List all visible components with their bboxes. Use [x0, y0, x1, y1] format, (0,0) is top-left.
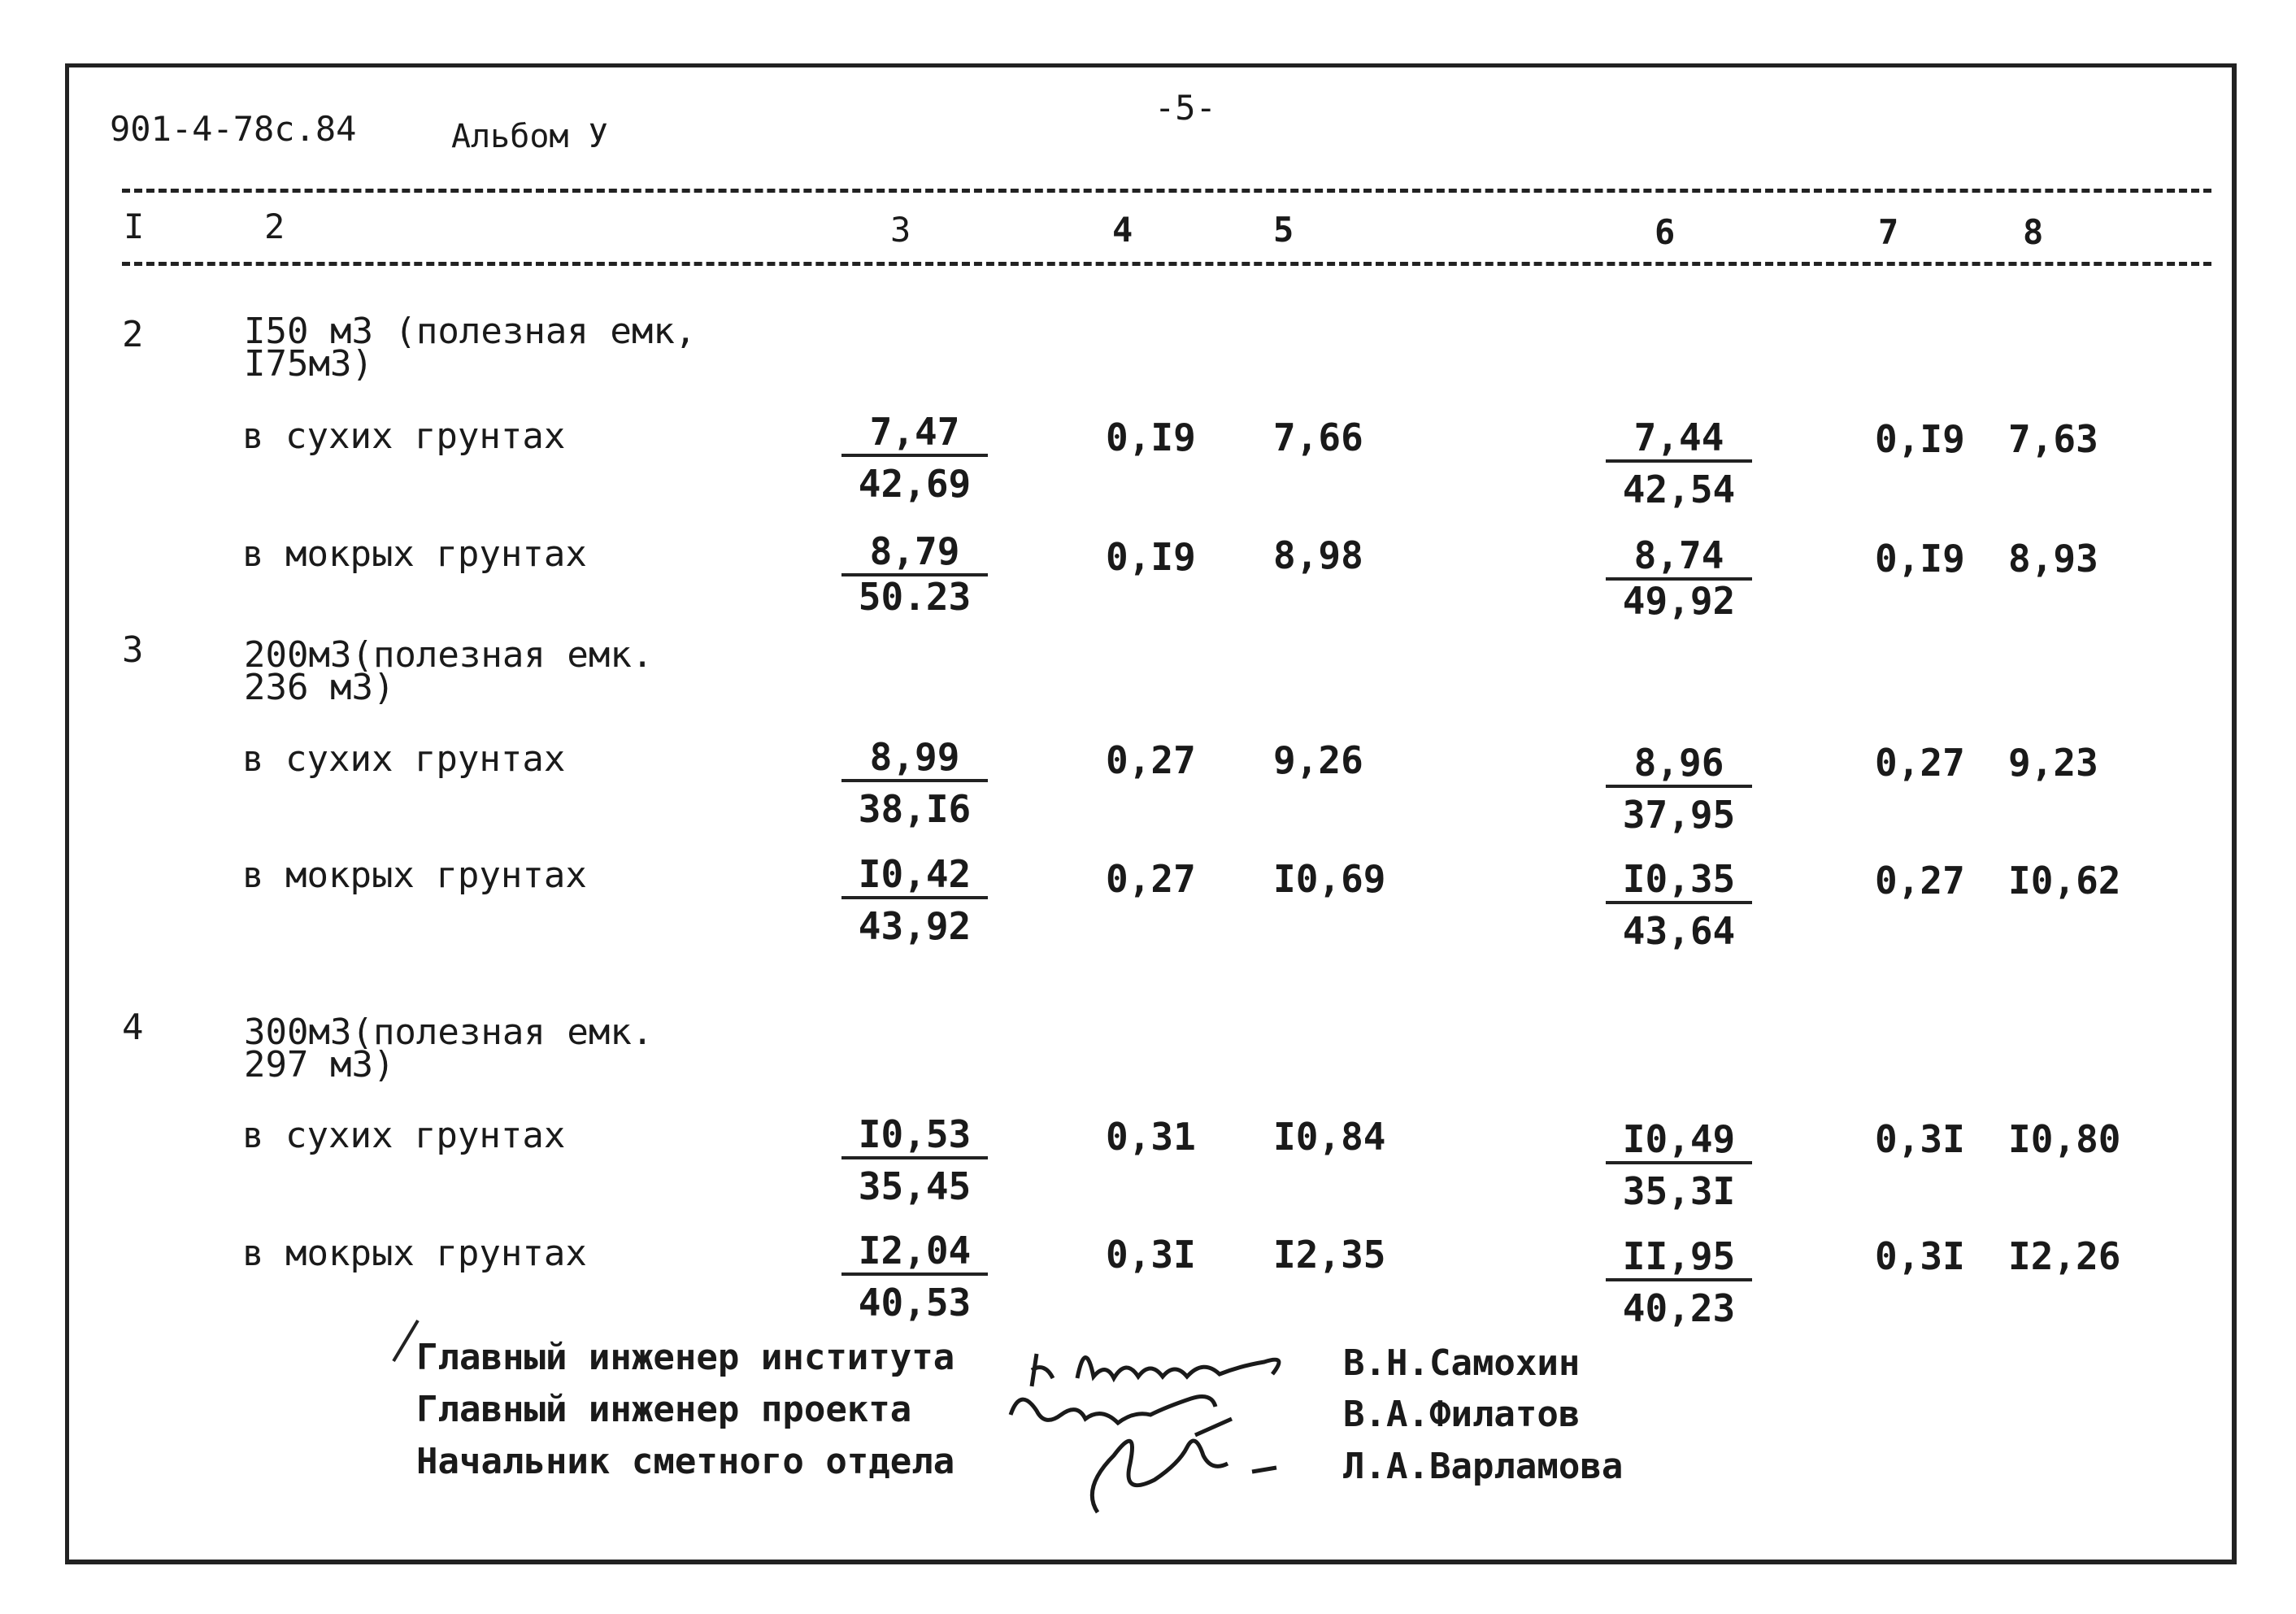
- col4-value: 0,I9: [1106, 415, 1196, 459]
- section-number: 4: [122, 1007, 144, 1048]
- col7-value: 0,I9: [1875, 537, 1965, 581]
- section-title: 300м3(полезная емк. 297 м3): [244, 1011, 654, 1085]
- col8-value: I0,80: [2008, 1117, 2121, 1161]
- col3-fraction: $\frac{8,79}{50.23}$: [841, 533, 988, 616]
- signatory-name: В.Н.Самохин: [1343, 1342, 1581, 1384]
- signature-role: Главный инженер института: [416, 1337, 955, 1378]
- col8-value: 7,63: [2008, 417, 2098, 461]
- col4-value: 0,27: [1106, 857, 1196, 901]
- col5-value: 8,98: [1273, 533, 1363, 577]
- col-header-4: 4: [1112, 210, 1133, 250]
- col5-value: I0,84: [1273, 1115, 1386, 1159]
- col4-value: 0,27: [1106, 738, 1196, 782]
- col7-value: 0,I9: [1875, 417, 1965, 461]
- col-header-7: 7: [1878, 212, 1899, 252]
- col4-value: 0,I9: [1106, 535, 1196, 579]
- col7-value: 0,27: [1875, 741, 1965, 785]
- col-header-2: 2: [264, 207, 285, 246]
- row-label: в сухих грунтах: [242, 415, 566, 457]
- header-rule-bottom: [122, 262, 2211, 266]
- page-number: -5-: [1155, 88, 1216, 128]
- row-label: в сухих грунтах: [242, 738, 566, 780]
- col-header-3: 3: [890, 210, 911, 250]
- section-title: I50 м3 (полезная емк, I75м3): [244, 311, 697, 385]
- section-title: 200м3(полезная емк. 236 м3): [244, 634, 654, 708]
- album-label: Альбом У: [451, 118, 608, 155]
- col5-value: 7,66: [1273, 415, 1363, 459]
- col8-value: 9,23: [2008, 741, 2098, 785]
- col6-fraction: $\frac{8,96}{37,95}$: [1606, 744, 1752, 833]
- signature-role: Главный инженер проекта: [416, 1389, 912, 1430]
- col8-value: 8,93: [2008, 537, 2098, 581]
- col4-value: 0,3I: [1106, 1233, 1196, 1277]
- col6-fraction: $\frac{I0,35}{43,64}$: [1606, 860, 1752, 950]
- col-header-6: 6: [1655, 212, 1676, 252]
- signatory-name: В.А.Филатов: [1343, 1394, 1581, 1435]
- col-header-5: 5: [1273, 210, 1294, 250]
- section-number: 3: [122, 629, 144, 671]
- col3-fraction: $\frac{7,47}{42,69}$: [841, 413, 988, 502]
- col4-value: 0,31: [1106, 1115, 1196, 1159]
- col3-fraction: $\frac{I0,42}{43,92}$: [841, 855, 988, 945]
- row-label: в сухих грунтах: [242, 1115, 566, 1156]
- col7-value: 0,27: [1875, 859, 1965, 903]
- col5-value: 9,26: [1273, 738, 1363, 782]
- signature-role: Начальник сметного отдела: [416, 1441, 955, 1482]
- col8-value: I2,26: [2008, 1234, 2121, 1278]
- col6-fraction: $\frac{7,44}{42,54}$: [1606, 419, 1752, 508]
- col5-value: I2,35: [1273, 1233, 1386, 1277]
- col-header-8: 8: [2023, 212, 2044, 252]
- row-label: в мокрых грунтах: [242, 1233, 587, 1274]
- section-number: 2: [122, 314, 144, 355]
- document-code: 901-4-78с.84: [110, 109, 357, 149]
- col7-value: 0,3I: [1875, 1234, 1965, 1278]
- col6-fraction: $\frac{I0,49}{35,3I}$: [1606, 1120, 1752, 1210]
- handwritten-signature-3: [1065, 1407, 1309, 1524]
- header-rule-top: [122, 189, 2211, 193]
- row-label: в мокрых грунтах: [242, 533, 587, 575]
- col8-value: I0,62: [2008, 859, 2121, 903]
- col7-value: 0,3I: [1875, 1117, 1965, 1161]
- col3-fraction: $\frac{I2,04}{40,53}$: [841, 1232, 988, 1321]
- row-label: в мокрых грунтах: [242, 855, 587, 896]
- col6-fraction: $\frac{II,95}{40,23}$: [1606, 1238, 1752, 1327]
- signatory-name: Л.А.Варламова: [1343, 1446, 1624, 1487]
- col3-fraction: $\frac{8,99}{38,I6}$: [841, 738, 988, 828]
- col3-fraction: $\frac{I0,53}{35,45}$: [841, 1116, 988, 1205]
- col5-value: I0,69: [1273, 857, 1386, 901]
- col-header-1: I: [124, 207, 145, 246]
- col6-fraction: $\frac{8,74}{49,92}$: [1606, 537, 1752, 620]
